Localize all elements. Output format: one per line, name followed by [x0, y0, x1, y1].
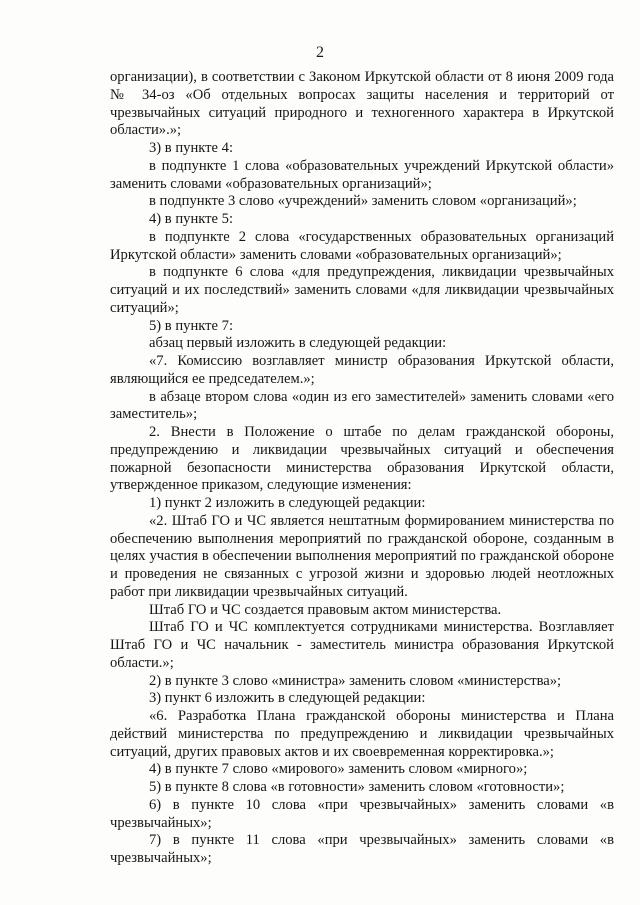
paragraph: Штаб ГО и ЧС комплектуется сотрудниками министерства. Возглавляет Штаб ГО и ЧС начальник - заместитель министра образования Иркутской области.»; [110, 619, 614, 671]
paragraph: организации), в соответствии с Законом Иркутской области от 8 июня 2009 года № 34-оз «Об отдельных вопросах защиты населения и территорий от чрезвычайных ситуаций природного и техногенного характера в Иркутской области».»; [110, 69, 614, 139]
paragraph: «7. Комиссию возглавляет министр образования Иркутской области, являющийся ее председателем.»; [110, 353, 614, 387]
paragraph: 2) в пункте 3 слово «министра» заменить словом «министерства»; [149, 672, 562, 689]
paragraph: «2. Штаб ГО и ЧС является нештатным формированием министерства по обеспечению выполнения мероприятий по гражданской обороне, созданным в целях участия в обеспечении выполнения мероприятий по гражданской обороне и проведения не связанных с угрозой жизни и здоровью людей неотложных работ при ликвидации чрезвычайных ситуаций. [110, 512, 614, 600]
paragraph: в абзаце втором слова «один из его заместителей» заменить словами «его заместитель»; [110, 388, 614, 423]
paragraph: в подпункте 2 слова «государственных образовательных организаций Иркутской области» заменить словами «образовательных организаций»; [110, 228, 614, 263]
paragraph: 4) в пункте 5: [149, 211, 234, 227]
paragraph: «6. Разработка Плана гражданской обороны министерства и Плана действий министерства по предупреждению и ликвидации чрезвычайных ситуаций, других правовых актов и их своевременная корректировка.»; [110, 708, 614, 760]
paragraph: 3) пункт 6 изложить в следующей редакции: [149, 690, 426, 707]
paragraph: 5) в пункте 7: [149, 317, 234, 334]
paragraph: 1) пункт 2 изложить в следующей редакции: [149, 495, 426, 511]
page-number: 2 [316, 44, 324, 61]
paragraph: в подпункте 3 слово «учреждений» заменить словом «организаций»; [149, 193, 577, 210]
paragraph: в подпункте 1 слова «образовательных учреждений Иркутской области» заменить словами «образовательных организаций»; [110, 157, 614, 192]
paragraph: 4) в пункте 7 слово «мирового» заменить словом «мирного»; [149, 761, 528, 778]
paragraph: Штаб ГО и ЧС создается правовым актом министерства. [149, 601, 502, 618]
paragraph: 7) в пункте 11 слова «при чрезвычайных» заменить словами «в чрезвычайных»; [110, 832, 614, 866]
paragraph: в подпункте 6 слова «для предупреждения, ликвидации чрезвычайных ситуаций и их последствий» заменить словами «для ликвидации чрезвычайных ситуаций»; [110, 264, 614, 316]
paragraph: 5) в пункте 8 слова «в готовности» заменить словом «готовности»; [149, 779, 565, 795]
paragraph: 6) в пункте 10 слова «при чрезвычайных» заменить словами «в чрезвычайных»; [110, 796, 614, 831]
paragraph: абзац первый изложить в следующей редакции: [149, 335, 447, 352]
paragraph: 3) в пункте 4: [149, 140, 234, 156]
paragraph: 2. Внести в Положение о штабе по делам гражданской обороны, предупреждению и ликвидации чрезвычайных ситуаций и обеспечения пожарной безопасности министерства образования Иркутской области, утвержденное приказом, следующие изменения: [110, 424, 614, 494]
document-body [110, 69, 614, 868]
